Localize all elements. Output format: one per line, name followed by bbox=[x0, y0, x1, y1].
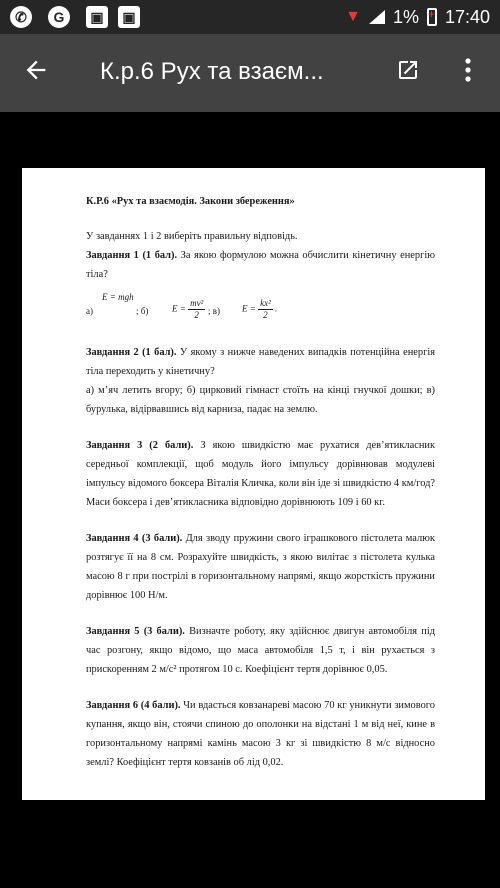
task-4 bbox=[86, 529, 435, 605]
task-text: Для зводу пружини свого іграшкового пістолета малюк розтягує її на 8 см. Розрахуйте швидкість, з якою вилітає з пістолета кулька масою 8 г при пострілі в горизонтальному напрямі, якщо жорсткість пружини дорівнює 100 Н/м. bbox=[86, 533, 435, 601]
task-label: Завдання 5 (3 бали). bbox=[86, 626, 185, 637]
document-title: К.Р.6 «Рух та взаємодія. Закони збереження» bbox=[86, 196, 295, 207]
option-b-label: ; б) bbox=[136, 306, 149, 316]
image-icon: ▣ bbox=[86, 6, 108, 28]
document-page bbox=[22, 168, 485, 800]
arrow-left-icon[interactable] bbox=[22, 56, 50, 90]
task-5 bbox=[86, 622, 435, 679]
formula-c-fraction bbox=[258, 298, 273, 321]
formula-b-lhs: E = bbox=[172, 303, 186, 314]
formula-c-numerator: kx² bbox=[260, 298, 271, 308]
formula-c-lhs: E = bbox=[242, 303, 256, 314]
task-3 bbox=[86, 436, 435, 512]
battery-percent: 1% bbox=[392, 6, 419, 27]
task-text: Чи вдасться ковзанареві масою 70 кг уникнути зимового купання, якщо він, стоячи спиною до ополонки на відстані 1 м від неї, кине в горизонтальному напрямі камінь масою 3 кг зі швидкістю 8 м/с відносно землі? Коефіцієнт тертя ковзанів об лід 0,02. bbox=[86, 700, 435, 768]
battery-icon bbox=[427, 8, 437, 26]
option-c-label: ; в) bbox=[208, 306, 220, 316]
task-1 bbox=[86, 246, 435, 284]
task-6 bbox=[86, 696, 435, 772]
clock: 17:40 bbox=[444, 6, 490, 27]
more-vert-icon[interactable] bbox=[458, 54, 478, 86]
open-in-new-icon[interactable] bbox=[396, 58, 420, 82]
formula-a: E = mgh bbox=[102, 292, 134, 302]
phone-icon: ✆ bbox=[10, 6, 32, 28]
image-icon: ▣ bbox=[118, 6, 140, 28]
option-a-label: а) bbox=[86, 306, 93, 316]
formula-b-numerator: mv² bbox=[190, 298, 204, 308]
formula-end: . bbox=[275, 303, 278, 314]
formula-b-fraction bbox=[188, 298, 205, 321]
task-2 bbox=[86, 343, 435, 381]
g-icon: G bbox=[48, 6, 70, 28]
task-text: З якою швидкістю має рухатися дев’ятикласник середньої комплекції, щоб модуль його імпульсу дорівнював модулеві імпульсу відомого боксера Віталія Кличка, коли він іде зі швидкістю 4 км/год? Маси боксера і дев’ятикласника відповідно дорівнюють 109 і 60 кг. bbox=[86, 440, 436, 508]
formula-b bbox=[172, 298, 205, 321]
wifi-icon: ▼ bbox=[345, 8, 361, 25]
formula-c-denominator: 2 bbox=[263, 310, 268, 320]
task-2-answers: а) м’яч летить вгору; б) цирковий гімнаст стоїть на кінці гнучкої дошки; в) бурулька, відірвавшись від карниза, падає на землю. bbox=[86, 385, 435, 415]
task-text: Визначте роботу, яку здійснює двигун автомобіля під час розгону, якщо відомо, що маса автомобіля 1,5 т, і він рухається з прискоренням 2 м/с² протягом 10 с. Коефіцієнт тертя дорівнює 0,05. bbox=[86, 626, 435, 675]
signal-icon bbox=[369, 10, 385, 24]
task-label: Завдання 4 (3 бали). bbox=[86, 533, 183, 544]
task-label: Завдання 1 (1 бал). bbox=[86, 250, 178, 261]
task-label: Завдання 2 (1 бал). bbox=[86, 347, 177, 358]
task1-options bbox=[86, 286, 435, 326]
formula-c bbox=[242, 298, 277, 321]
task-label: Завдання 6 (4 бали). bbox=[86, 700, 181, 711]
status-bar bbox=[0, 0, 500, 34]
task-text: У якому з нижче наведених випадків потенційна енергія тіла переходить у кінетичну? bbox=[86, 347, 435, 377]
formula-b-denominator: 2 bbox=[194, 310, 199, 320]
task-label: Завдання 3 (2 бали). bbox=[86, 440, 194, 451]
status-right bbox=[345, 0, 490, 34]
instruction: У завданнях 1 і 2 виберіть правильну відповідь. bbox=[86, 231, 298, 242]
task-text: За якою формулою можна обчислити кінетичну енергію тіла? bbox=[86, 250, 435, 280]
document-viewer[interactable] bbox=[0, 112, 500, 888]
app-bar bbox=[0, 34, 500, 112]
page-title: К.р.6 Рух та взаєм... bbox=[100, 58, 324, 85]
